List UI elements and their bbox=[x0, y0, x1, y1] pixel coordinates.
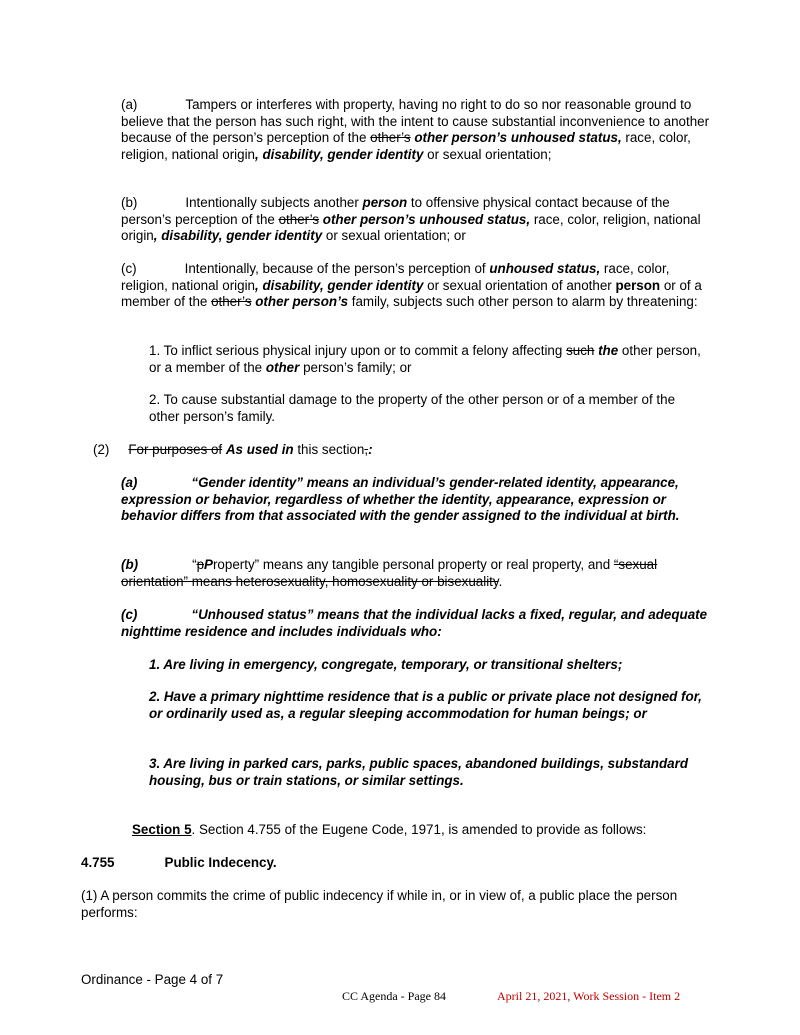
definition-label: (b) bbox=[121, 557, 139, 572]
inserted-text: other person’s bbox=[255, 294, 349, 310]
deleted-text: , bbox=[364, 442, 369, 457]
paragraph-b: (b) Intentionally subjects another person to offensive physical contact because of the person’s perception of the other’s other person’s unhoused status, race, color, religion, national origin, disability, gender identity or sexual orientation; or bbox=[121, 195, 701, 244]
deleted-text: p bbox=[196, 557, 205, 572]
deleted-text: “sexual orientation” means heterosexuality, homosexuality or bisexuality bbox=[121, 557, 658, 589]
paragraph-label: (c) bbox=[121, 261, 137, 276]
inserted-text: : bbox=[368, 442, 373, 457]
deleted-text: other’s bbox=[278, 211, 320, 227]
code-section-heading bbox=[81, 855, 671, 872]
subsection-label: (2) bbox=[93, 442, 110, 457]
unhoused-item-1: 1. Are living in emergency, congregate, temporary, or transitional shelters; bbox=[149, 657, 623, 672]
subsection-1: (1) A person commits the crime of public indecency if while in, or in view of, a public place the person performs: bbox=[81, 888, 678, 920]
deleted-text: such bbox=[566, 343, 595, 358]
threat-item-1: 1. To inflict serious physical injury upon or to commit a felony affecting such the other person, or a member of the other person’s family; or bbox=[149, 343, 701, 375]
inserted-text: As used in bbox=[225, 442, 294, 457]
inserted-text: the bbox=[598, 343, 619, 358]
threat-item-2: 2. To cause substantial damage to the property of the other person or of a member of the other person’s family. bbox=[149, 392, 676, 424]
inserted-text: other person’s unhoused status, bbox=[322, 211, 531, 227]
paragraph-c: (c) Intentionally, because of the person’s perception of unhoused status, race, color, religion, national origin, disability, gender identity or sexual orientation of another person or of a member of the other’s other person’s family, subjects such other person to alarm by threatening: bbox=[121, 261, 702, 310]
deleted-text: For purposes of bbox=[128, 442, 223, 457]
inserted-text: , disability, gender identity bbox=[153, 228, 323, 244]
deleted-text: other’s bbox=[211, 294, 252, 310]
inserted-text: other person’s unhoused status, bbox=[414, 130, 622, 146]
definition-unhoused-status: (c) “Unhoused status” means that the individual lacks a fixed, regular, and adequate nighttime residence and includes individuals who: bbox=[121, 607, 708, 639]
work-session-stamp: April 21, 2021, Work Session - Item 2 bbox=[497, 989, 681, 1003]
section-5-intro: Section 5. Section 4.755 of the Eugene Code, 1971, is amended to provide as follows: bbox=[132, 822, 647, 837]
inserted-text: other bbox=[265, 359, 300, 375]
definition-label: (c) bbox=[121, 607, 138, 622]
page-footer: Ordinance - Page 4 of 7 bbox=[81, 972, 224, 987]
inserted-text: P bbox=[204, 557, 213, 572]
inserted-text: , disability, gender identity bbox=[255, 277, 424, 293]
inserted-text: person bbox=[362, 195, 408, 210]
code-section-number: 4.755 bbox=[81, 855, 115, 870]
definition-property: (b) “pProperty” means any tangible personal property or real property, and “sexual orientation” means heterosexuality, homosexuality or bisexuality. bbox=[121, 557, 658, 589]
paragraph-a: (a) Tampers or interferes with property, having no right to do so nor reasonable ground to believe that the person has such right, with the intent to cause substantial inconvenience to another because of the person’s perception of the other’s other person’s unhoused status, race, color, religion, national origin, disability, gender identity or sexual orientation; bbox=[121, 97, 710, 162]
definition-gender-identity: (a) “Gender identity” means an individual’s gender-related identity, appearance, expression or behavior, regardless of whether the identity, appearance, expression or behavior differs from that associated with the gender assigned to the individual at birth. bbox=[121, 475, 680, 524]
agenda-page-stamp: CC Agenda - Page 84 bbox=[342, 989, 446, 1003]
subsection-2: (2) For purposes of As used in this section,: bbox=[93, 442, 373, 457]
code-section-title: Public Indecency. bbox=[164, 855, 277, 870]
unhoused-item-3: 3. Are living in parked cars, parks, public spaces, abandoned buildings, substandard housing, bus or train stations, or similar settings. bbox=[149, 756, 688, 788]
inserted-text: person bbox=[615, 277, 661, 293]
unhoused-item-2: 2. Have a primary nighttime residence that is a public or private place not designed for, or ordinarily used as, a regular sleeping accommodation for human beings; or bbox=[149, 689, 702, 721]
inserted-text: unhoused status, bbox=[489, 261, 601, 276]
definition-label: (a) bbox=[121, 475, 138, 490]
paragraph-label: (a) bbox=[121, 97, 138, 112]
section-label: Section 5 bbox=[132, 822, 192, 837]
deleted-text: other’s bbox=[370, 130, 411, 146]
inserted-text: , disability, gender identity bbox=[255, 146, 424, 162]
paragraph-label: (b) bbox=[121, 195, 138, 210]
